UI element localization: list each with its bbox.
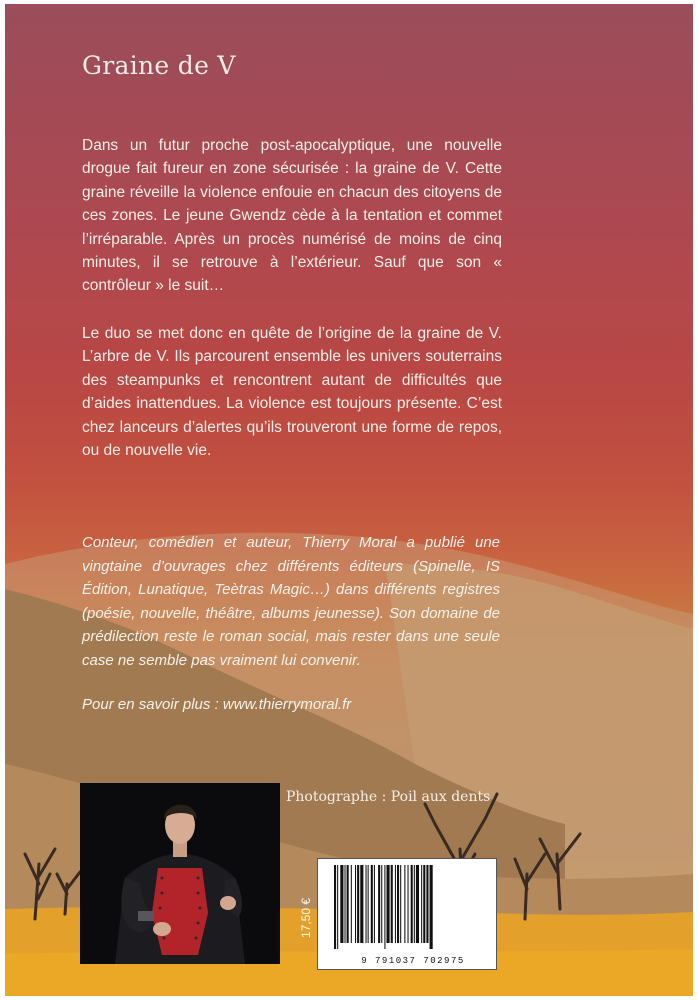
author-portrait-icon — [80, 783, 280, 964]
price-value: 17,50 € — [299, 897, 313, 939]
isbn-barcode — [317, 858, 497, 970]
barcode-icon — [318, 859, 496, 953]
book-back-cover — [5, 4, 693, 996]
author-website-line: Pour en savoir plus : www.thierrymoral.fr — [82, 696, 352, 713]
blurb-paragraph-2: Le duo se met donc en quête de l’origine de la graine de V. L’arbre de V. Ils parcourent ensemble les univers souterrains des steampunks et rencontrent autant de difficultés que d’aides inattendues. La violence est toujours présente. C’est chez lanceurs d’alertes qu’ils trouveront une forme de repos, ou de nouvelle vie. — [82, 325, 502, 460]
isbn-digits: 9 791037 702975 — [361, 956, 465, 966]
blurb-paragraph-1: Dans un futur proche post-apocalyptique, une nouvelle drogue fait fureur en zone sécurisée : la graine de V. Cette graine réveille la violence enfouie en chacun des citoyens de ces zones. Le jeune Gwendz cède à la tentation et commet l’irréparable. Après un procès numérisé de moins de cinq minutes, il se retrouve à l’extérieur. Sauf que son « contrôleur » le suit… — [82, 137, 502, 295]
author-photo — [80, 783, 280, 964]
book-title: Graine de V — [82, 51, 236, 80]
author-bio: Conteur, comédien et auteur, Thierry Moral a publié une vingtaine d’ouvrages chez différents éditeurs (Spinelle, IS Édition, Lunatique, Teètras Magic…) dans différents registres (poésie, nouvelle, théâtre, albums jeunesse). Son domaine de prédilection reste le roman social, mais rester dans une seule case ne semble pas vraiment lui convenir. — [82, 534, 500, 669]
photo-credit: Photographe : Poil aux dents — [286, 789, 491, 805]
